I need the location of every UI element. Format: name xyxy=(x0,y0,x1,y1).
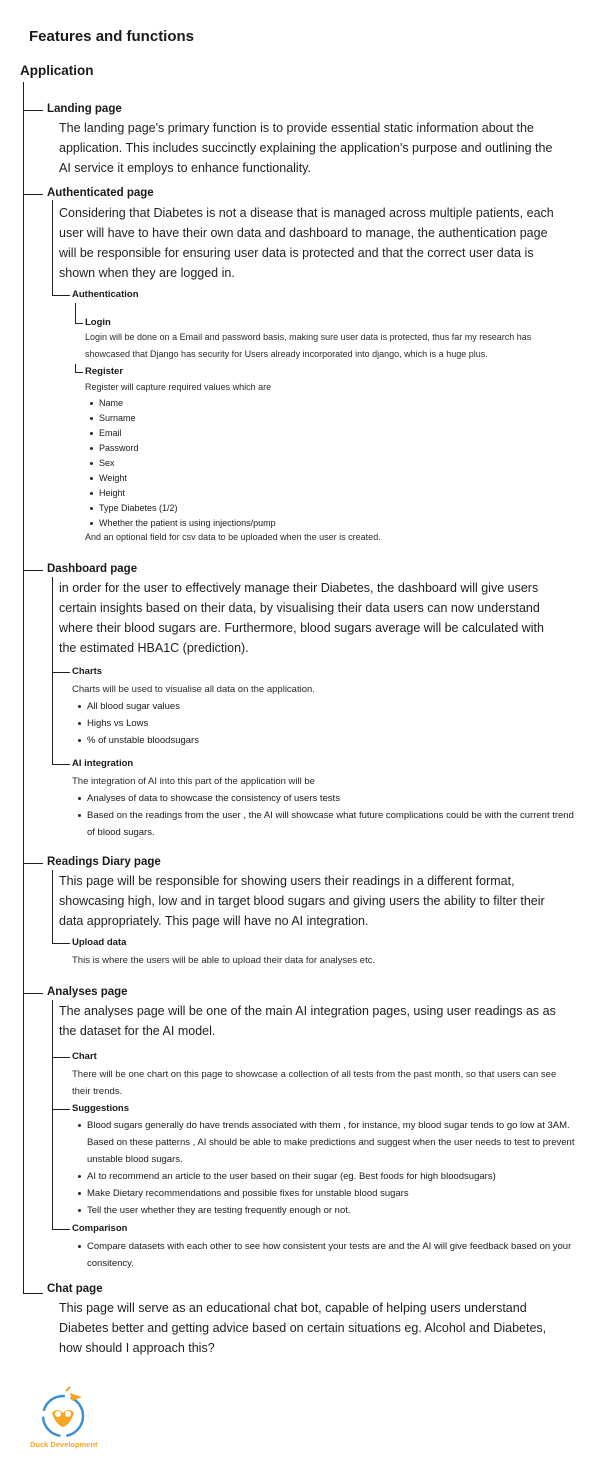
authenticated-body: Considering that Diabetes is not a disease that is managed across multiple patients, each user will have to have their own data and dashboard to manage, the authentication page will be responsible for ensuring user data is protected and that the correct user data is shown when they are logged in. xyxy=(59,206,554,280)
diary-heading: Readings Diary page xyxy=(47,856,161,868)
dashboard-body: in order for the user to effectively manage their Diabetes, the dashboard will give users certain insights based on their data, by visualising their data users can now understand where their blood sugars are. Furthermore, blood sugars average will be calculated with the estimated HBA1C (prediction). xyxy=(59,581,544,655)
analyses-body: The analyses page will be one of the main AI integration pages, using user readings as as the dataset for the AI model. xyxy=(59,1004,556,1038)
branch-line xyxy=(23,1293,43,1294)
authentication-heading: Authentication xyxy=(72,289,139,300)
list-item: Type Diabetes (1/2) xyxy=(88,501,508,516)
chat-body: This page will serve as an educational chat bot, capable of helping users understand Diabetes better and getting advice based on certain situations eg. Alcohol and Diabetes, how should I approach this? xyxy=(59,1301,547,1355)
duck-logo-icon xyxy=(30,1383,100,1438)
chart-heading: Chart xyxy=(72,1051,97,1062)
register-outro: And an optional field for csv data to be uploaded when the user is created. xyxy=(85,532,381,542)
list-item: Compare datasets with each other to see how consistent your tests are and the AI will give feedback based on your consitency. xyxy=(76,1238,576,1272)
list-item: Tell the user whether they are testing frequently enough or not. xyxy=(76,1202,576,1219)
branch-line-vertical xyxy=(52,577,53,765)
diary-body: This page will be responsible for showing users their readings in a different format, showcasing high, low and in target blood sugars and giving users the ability to filter their data appropriately. This page will have no AI integration. xyxy=(59,874,545,928)
login-heading: Login xyxy=(85,317,111,328)
authenticated-heading: Authenticated page xyxy=(47,187,154,199)
charts-list xyxy=(76,698,556,749)
list-item: All blood sugar values xyxy=(76,698,556,715)
charts-heading: Charts xyxy=(72,666,103,677)
section-heading-application: Application xyxy=(20,63,94,78)
branch-line xyxy=(23,194,43,195)
list-item: Highs vs Lows xyxy=(76,715,556,732)
comparison-heading: Comparison xyxy=(72,1223,128,1234)
comparison-list xyxy=(76,1238,576,1272)
branch-line xyxy=(52,1057,70,1058)
branch-line-vertical xyxy=(52,1000,53,1229)
list-item: Based on the readings from the user , the AI will showcase what future complications could be with the current trend of blood sugars. xyxy=(76,807,576,841)
branch-line xyxy=(75,372,83,373)
list-item: Analyses of data to showcase the consistency of users tests xyxy=(76,790,576,807)
tree-trunk-line xyxy=(23,82,24,1294)
branch-line xyxy=(75,323,83,324)
landing-heading: Landing page xyxy=(47,103,122,115)
register-intro: Register will capture required values which are xyxy=(85,382,272,392)
charts-intro: Charts will be used to visualise all data on the application. xyxy=(72,684,315,695)
register-fields-list xyxy=(88,396,508,531)
login-body: Login will be done on a Email and password basis, making sure user data is protected, thus far my research has showcased that Django has security for Users already incorporated into django, which is a huge plus. xyxy=(85,332,532,359)
branch-line xyxy=(52,764,70,765)
branch-line xyxy=(23,110,43,111)
landing-body: The landing page's primary function is to provide essential static information about the application. This includes succinctly explaining the application's purpose and outlining the AI service it employs to enhance functionality. xyxy=(59,121,553,175)
branch-line-vertical xyxy=(52,200,53,295)
suggestions-list xyxy=(76,1117,576,1219)
dashboard-heading: Dashboard page xyxy=(47,563,138,575)
branch-line-vertical xyxy=(75,364,76,372)
logo-text: Duck Development xyxy=(30,1440,98,1449)
branch-line xyxy=(52,672,70,673)
list-item: Email xyxy=(88,426,508,441)
list-item: Surname xyxy=(88,411,508,426)
list-item: Password xyxy=(88,441,508,456)
upload-data-heading: Upload data xyxy=(72,937,127,948)
list-item: % of unstable bloodsugars xyxy=(76,732,556,749)
branch-line xyxy=(52,943,70,944)
page-title: Features and functions xyxy=(29,28,195,45)
branch-line xyxy=(23,570,43,571)
chat-heading: Chat page xyxy=(47,1283,103,1295)
suggestions-heading: Suggestions xyxy=(72,1103,130,1114)
ai-intro: The integration of AI into this part of the application will be xyxy=(72,776,315,787)
list-item: AI to recommend an article to the user based on their sugar (eg. Best foods for high bloodsugars) xyxy=(76,1168,576,1185)
branch-line xyxy=(23,863,43,864)
chart-body: There will be one chart on this page to showcase a collection of all tests from the past month, so that users can see their trends. xyxy=(72,1069,557,1097)
branch-line-vertical xyxy=(52,870,53,943)
ai-list xyxy=(76,790,576,841)
upload-data-body: This is where the users will be able to upload their data for analyses etc. xyxy=(72,955,376,966)
ai-integration-heading: AI integration xyxy=(72,758,134,769)
list-item: Height xyxy=(88,486,508,501)
list-item: Whether the patient is using injections/pump xyxy=(88,516,508,531)
list-item: Blood sugars generally do have trends associated with them , for instance, my blood sugar tends to go low at 3AM. Based on these patterns , AI should be able to make predictions and suggest when the user needs to test to prevent unstable blood sugars. xyxy=(76,1117,576,1168)
list-item: Name xyxy=(88,396,508,411)
branch-line xyxy=(52,1109,70,1110)
register-heading: Register xyxy=(85,366,124,377)
branch-line-vertical xyxy=(75,303,76,323)
branch-line xyxy=(52,295,70,296)
list-item: Sex xyxy=(88,456,508,471)
list-item: Make Dietary recommendations and possible fixes for unstable blood sugars xyxy=(76,1185,576,1202)
analyses-heading: Analyses page xyxy=(47,986,128,998)
branch-line xyxy=(52,1229,70,1230)
branch-line xyxy=(23,993,43,994)
list-item: Weight xyxy=(88,471,508,486)
